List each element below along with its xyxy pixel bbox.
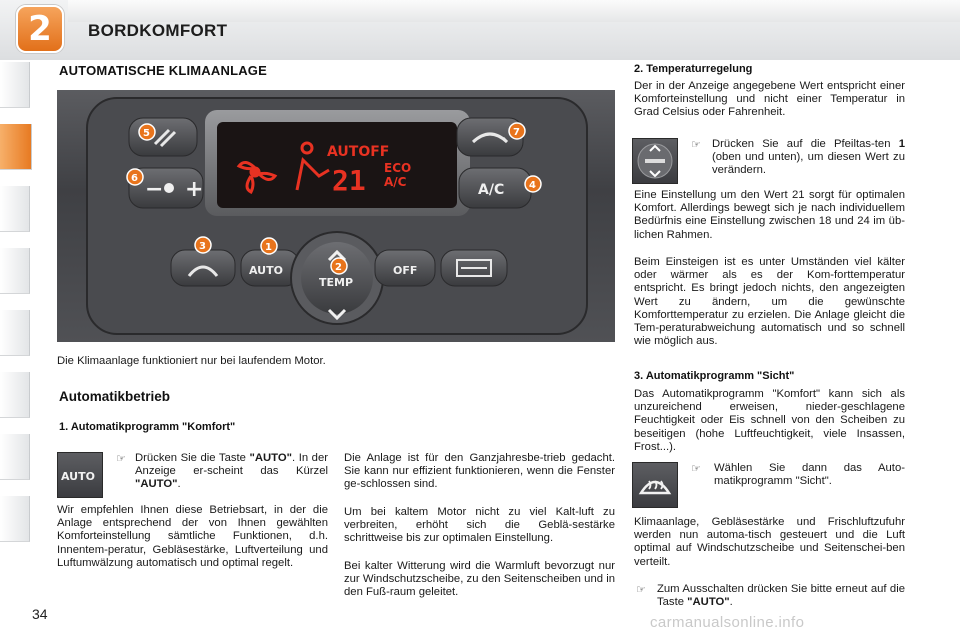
svg-text:3: 3 (199, 241, 206, 252)
callout-4 (525, 176, 541, 192)
sicht-bullet-text: Wählen Sie dann das Auto-matikprogramm "Sicht". (714, 462, 905, 488)
side-tab-6[interactable] (0, 372, 30, 418)
sicht-bullet-icon: ☞ (691, 463, 701, 475)
display-temp: 21 (332, 164, 366, 197)
callout-1 (261, 238, 277, 254)
svg-text:1: 1 (265, 242, 272, 253)
sicht-paragraph-2: Klimaanlage, Gebläsestärke und Frischluftzufuhr werden nun automa-tisch gesteuert und die Luft optimal auf Windschutzscheibe und Seitenschei-ben verteilt. (634, 516, 905, 568)
svg-text:4: 4 (529, 180, 536, 191)
display-autooff: AUTOFF (327, 144, 390, 160)
demist-key-svg (633, 463, 677, 507)
temp-paragraph-2: Eine Einstellung um den Wert 21 sorgt für optimalen Komfort. Allerdings bewegt sich je nach individuellem Bedürfnis eine Einstellung zwischen 18 und 24 im üb-lichen Rahmen. (634, 189, 905, 241)
side-tab-1[interactable] (0, 62, 30, 108)
callout-5 (139, 124, 155, 140)
side-tab-2-active[interactable] (0, 124, 32, 170)
svg-text:6: 6 (131, 173, 138, 184)
temp-dial[interactable] (291, 232, 383, 324)
chapter-title: BORDKOMFORT (88, 21, 228, 40)
climate-panel-illustration (57, 90, 615, 342)
page-number: 34 (32, 606, 48, 622)
side-tab-3[interactable] (0, 186, 30, 232)
program1-bullet-icon: ☞ (116, 453, 126, 465)
callout-2 (331, 258, 347, 274)
side-tabs (0, 62, 32, 582)
middle-paragraph-3: Bei kalter Witterung wird die Warmluft bevorzugt nur zur Windschutzscheibe, zu den Seitenscheiben und in den Fuß-raum geleitet. (344, 560, 615, 599)
climate-panel-photo (57, 90, 615, 342)
subsection-title: Automatikbetrieb (59, 389, 171, 404)
temp-title: 2. Temperaturregelung (634, 63, 753, 75)
watermark: carmanualsonline.info (650, 614, 805, 631)
callout-6 (127, 169, 143, 185)
temp-dial-label: TEMP (319, 276, 354, 289)
side-tab-4[interactable] (0, 248, 30, 294)
off-button-label: OFF (393, 264, 418, 277)
sicht-paragraph-1: Das Automatikprogramm "Komfort" kann sich als unzureichend erweisen, nieder-geschlagene Feuchtigkeit oder Eis schnell von den Scheiben zu beseitigen (hohe Luftfeuchtigkeit, viele Insassen, Frost...). (634, 388, 905, 453)
side-tab-8[interactable] (0, 496, 30, 542)
chapter-badge: 2 (16, 5, 64, 53)
auto-key-icon (57, 452, 103, 498)
svg-text:7: 7 (513, 127, 520, 138)
temp-bullet-icon: ☞ (691, 139, 701, 151)
temp-key-svg (633, 139, 677, 183)
fan-plus: + (185, 177, 204, 202)
demist-button[interactable] (171, 250, 235, 286)
photo-caption: Die Klimaanlage funktioniert nur bei laufendem Motor. (57, 355, 326, 367)
svg-text:2: 2 (335, 262, 342, 273)
svg-text:5: 5 (143, 128, 150, 139)
ac-button[interactable] (459, 168, 531, 208)
middle-paragraph-2: Um bei kaltem Motor nicht zu viel Kalt-luft zu verbreiten, erhöht sich die Geblä-sestärke schrittweise bis zur optimalen Einstellung. (344, 506, 615, 545)
sicht-title: 3. Automatikprogramm "Sicht" (634, 370, 795, 382)
callout-7 (509, 123, 525, 139)
program1-text: Wir empfehlen Ihnen diese Betriebsart, in der die Anlage entsprechend der von Ihnen gewählten Komforteinstellung sämtliche Funktionen, d.h. Innentem-peratur, Gebläsestärke, Luftverteilung und Luftumwälzung automatisch und optimal regelt. (57, 504, 328, 569)
side-tab-7[interactable] (0, 434, 30, 480)
temp-paragraph-3: Beim Einsteigen ist es unter Umständen viel kälter oder wärmer als es der Kom-forttemperatur entspricht. Es bringt jedoch nichts, den angezeigten Wert zu ändern, um die gewünschte Komforttemperatur zu erzielen. Die Anlage gleicht die Tem-peraturabweichung automatisch und so schnell wie möglich aus. (634, 256, 905, 348)
display-ac: A/C (384, 175, 407, 189)
temp-key-icon (632, 138, 678, 184)
callout-3 (195, 237, 211, 253)
fan-minus: − (145, 177, 164, 202)
auto-key-label: AUTO (61, 470, 95, 483)
program1-bullet-text: Drücken Sie die Taste "AUTO". In der Anzeige er-scheint das Kürzel "AUTO". (135, 452, 329, 491)
header-shade (68, 0, 960, 22)
auto-key-svg (58, 453, 102, 497)
auto-button-label: AUTO (249, 264, 283, 277)
air-distribution-button[interactable] (129, 118, 197, 156)
off-bullet-text: Zum Ausschalten drücken Sie bitte erneut auf die Taste "AUTO". (657, 583, 905, 609)
rear-demist-button[interactable] (441, 250, 507, 286)
demist-key-icon (632, 462, 678, 508)
middle-paragraph-1: Die Anlage ist für den Ganzjahresbe-trieb gedacht. Sie kann nur effizient funktionieren, wenn die Fenster ge-schlossen sind. (344, 452, 615, 491)
display-eco: ECO (384, 161, 412, 175)
temp-paragraph-1: Der in der Anzeige angegebene Wert entspricht einer Komforteinstellung und nicht einer Temperatur in Grad Celsius oder Fahrenheit. (634, 80, 905, 119)
program1-title: 1. Automatikprogramm "Komfort" (59, 421, 236, 433)
off-button[interactable] (375, 250, 435, 286)
temp-bullet-text: Drücken Sie auf die Pfeiltas-ten 1 (oben und unten), um diesen Wert zu verändern. (712, 138, 905, 177)
ac-button-label: A/C (478, 182, 505, 198)
section-title: AUTOMATISCHE KLIMAANLAGE (59, 63, 267, 78)
side-tab-5[interactable] (0, 310, 30, 356)
off-bullet-icon: ☞ (636, 584, 646, 596)
